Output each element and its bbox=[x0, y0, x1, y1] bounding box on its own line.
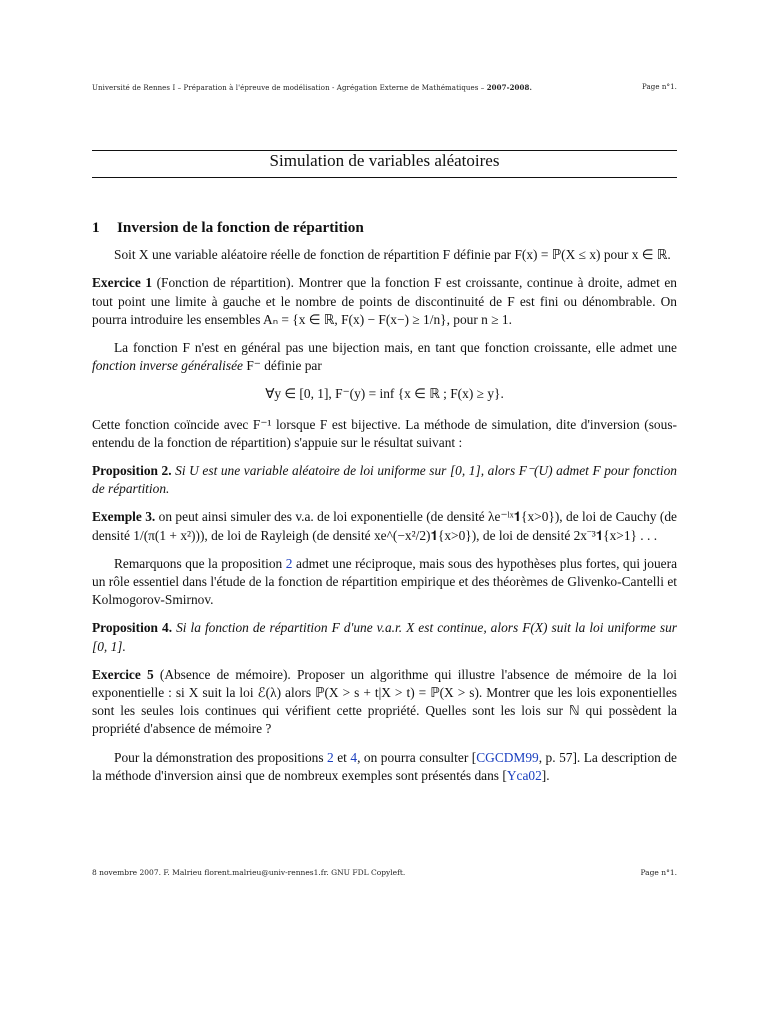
citation-link-cgcdm99[interactable]: CGCDM99 bbox=[476, 749, 539, 765]
exercise-5-label: Exercice 5 bbox=[92, 666, 154, 682]
proposition-4-label: Proposition 4. bbox=[92, 620, 173, 636]
example-3-label: Exemple 3. bbox=[92, 509, 156, 525]
section-number: 1 bbox=[92, 219, 100, 236]
section-title: Inversion de la fonction de répartition bbox=[117, 219, 364, 236]
title-rule-bottom bbox=[92, 177, 677, 178]
header-institution bbox=[92, 83, 532, 92]
footer-left: 8 novembre 2007. F. Malrieu florent.malrieu@univ-rennes1.fr. GNU FDL Copyleft. bbox=[92, 868, 406, 877]
exercise-1 bbox=[92, 274, 677, 329]
paragraph-references-and: et bbox=[337, 749, 347, 765]
running-header bbox=[92, 83, 677, 92]
proposition-2-text: Si U est une variable aléatoire de loi uniforme sur [0, 1], alors F⁻(U) admet F pour fonction de répartition. bbox=[92, 463, 677, 497]
proposition-2-label: Proposition 2. bbox=[92, 463, 172, 479]
exercise-5 bbox=[92, 666, 677, 739]
paragraph-reciprocal-end: admet une réciproque, mais sous des hypothèses plus fortes, qui jouera un rôle essentiel dans l'étude de la fonction de répartition empirique et des théorèmes de Glivenko-Cantelli et Kolmogorov-Smirnov. bbox=[92, 555, 678, 608]
proposition-4-text: Si la fonction de répartition F d'une v.a.r. X est continue, alors F(X) suit la loi uniforme sur [0, 1]. bbox=[92, 620, 677, 654]
paragraph-inverse bbox=[92, 339, 677, 375]
reference-link-prop-2[interactable]: 2 bbox=[285, 555, 293, 571]
header-years: 2007-2008. bbox=[486, 83, 533, 92]
paragraph-reciprocal-start: Remarquons que la proposition bbox=[114, 555, 283, 571]
paragraph-inverse-term: fonction inverse généralisée bbox=[92, 358, 243, 374]
reference-link-prop-2b[interactable]: 2 bbox=[327, 749, 334, 765]
exercise-1-label: Exercice 1 bbox=[92, 275, 153, 291]
paragraph-inverse-start: La fonction F n'est en général pas une bijection mais, en tant que fonction croissante, elle admet une bbox=[114, 340, 677, 356]
paragraph-references-start: Pour la démonstration des propositions bbox=[114, 749, 324, 765]
display-equation: ∀y ∈ [0, 1], F⁻(y) = inf {x ∈ ℝ ; F(x) ≥ y}. bbox=[265, 386, 504, 402]
footer-page-number: Page n°1. bbox=[640, 868, 677, 877]
document-body bbox=[92, 219, 677, 795]
document-title: Simulation de variables aléatoires bbox=[269, 151, 500, 170]
paragraph-reciprocal bbox=[92, 555, 677, 610]
paragraph-intro: Soit X une variable aléatoire réelle de fonction de répartition F définie par F(x) = ℙ(X ≤ x) pour x ∈ ℝ. bbox=[114, 247, 671, 263]
exercise-1-title: (Fonction de répartition). bbox=[156, 275, 294, 291]
header-page-number: Page n°1. bbox=[641, 83, 677, 91]
proposition-2 bbox=[92, 462, 677, 498]
paragraph-references-mid2: , p. 57]. La description de la méthode d'inversion ainsi que de nombreux exemples sont présentés dans [ bbox=[92, 749, 677, 783]
proposition-4 bbox=[92, 619, 677, 655]
exercise-5-title: (Absence de mémoire). bbox=[159, 666, 291, 682]
reference-link-prop-4[interactable]: 4 bbox=[350, 749, 358, 765]
exercise-5-text: Proposer un algorithme qui illustre l'absence de mémoire de la loi exponentielle : si X suit la loi ℰ(λ) alors ℙ(X > s + t|X > t) = ℙ(X > s). Montrer que les lois exponentielles sont les seules lois continues qui vérifient cette propriété. Quelles sont les lois sur ℕ qui possèdent la propriété d'absence de mémoire ? bbox=[92, 666, 678, 737]
paragraph-references-mid: , on pourra consulter [ bbox=[357, 749, 477, 765]
paragraph-references bbox=[92, 749, 677, 785]
paragraph-inverse-end: F⁻ définie par bbox=[246, 358, 322, 374]
paragraph-method: Cette fonction coïncide avec F⁻¹ lorsque F est bijective. La méthode de simulation, dite d'inversion (sous-entendu de la fonction de répartition) s'appuie sur le résultat suivant : bbox=[92, 416, 677, 450]
citation-link-yca02[interactable]: Yca02 bbox=[506, 767, 542, 783]
example-3-text: on peut ainsi simuler des v.a. de loi exponentielle (de densité λe⁻ˡˣ𝟏{x>0}), de loi de Cauchy (de densité 1/(π(1 + x²))), de loi de Rayleigh (de densité xe^(−x²/2)𝟏{x>0}), de loi de densité 2x⁻³𝟏{x>1} . . . bbox=[92, 509, 677, 543]
example-3 bbox=[92, 508, 677, 544]
exercise-1-text: Montrer que la fonction F est croissante, continue à droite, admet en tout point une limite à gauche et le nombre de points de discontinuité de F est fini ou dénombrable. On pourra introduire les ensembles Aₙ = {x ∈ ℝ, F(x) − F(x−) ≥ 1/n}, pour n ≥ 1. bbox=[92, 275, 677, 327]
paragraph-references-end: ]. bbox=[541, 767, 550, 783]
header-left-text: Université de Rennes I – Préparation à l'épreuve de modélisation - Agrégation Externe de Mathématiques – bbox=[92, 84, 485, 92]
page-footer bbox=[92, 868, 677, 877]
section-heading bbox=[92, 219, 677, 237]
